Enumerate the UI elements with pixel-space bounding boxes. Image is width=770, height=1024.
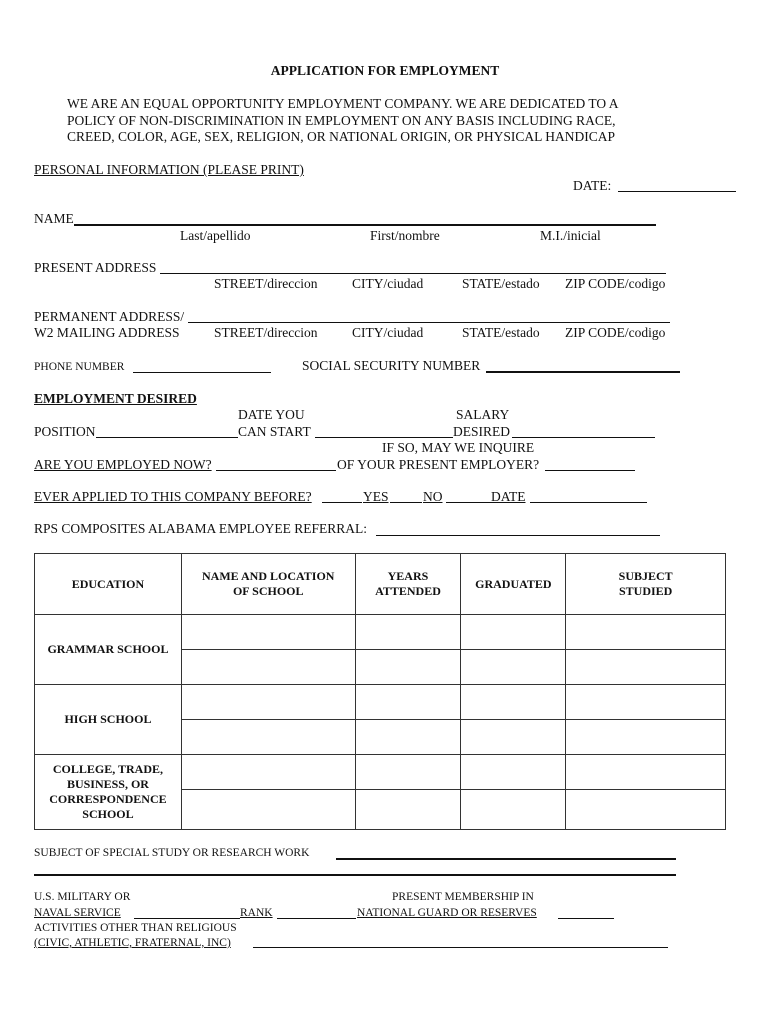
desired-label: DESIRED [453, 424, 510, 439]
table-cell[interactable] [355, 615, 461, 650]
position-label: POSITION [34, 424, 96, 439]
applied-before-label: EVER APPLIED TO THIS COMPANY BEFORE? [34, 489, 312, 504]
name-last-sublabel: Last/apellido [180, 228, 251, 243]
subject-studied-header: SUBJECT STUDIED [566, 554, 726, 615]
state-sublabel: STATE/estado [462, 276, 540, 291]
education-header: EDUCATION [35, 554, 182, 615]
position-field[interactable] [96, 437, 238, 438]
education-header-row [35, 554, 726, 615]
ssn-field[interactable] [486, 371, 680, 373]
activities-field[interactable] [253, 947, 668, 948]
table-row [35, 615, 726, 650]
start-date-field[interactable] [315, 437, 453, 438]
referral-label: RPS COMPOSITES ALABAMA EMPLOYEE REFERRAL: [34, 521, 368, 536]
activities-label-1: ACTIVITIES OTHER THAN RELIGIOUS [34, 922, 237, 934]
date-label: DATE: [573, 178, 612, 193]
years-attended-header: YEARS ATTENDED [355, 554, 461, 615]
name-mi-sublabel: M.I./inicial [540, 228, 601, 243]
no-label: NO [423, 489, 443, 504]
employed-now-label: ARE YOU EMPLOYED NOW? [34, 457, 212, 472]
table-row [35, 755, 726, 790]
military-field[interactable] [134, 918, 240, 919]
zip-sublabel: ZIP CODE/codigo [565, 276, 666, 291]
ssn-label: SOCIAL SECURITY NUMBER [302, 358, 481, 373]
present-employer-label: OF YOUR PRESENT EMPLOYER? [337, 457, 540, 472]
city-sublabel: CITY/ciudad [352, 276, 424, 291]
applied-date-label: DATE [491, 489, 526, 504]
employment-desired-heading: EMPLOYMENT DESIRED [34, 391, 197, 406]
table-cell[interactable] [355, 755, 461, 790]
personal-info-heading: PERSONAL INFORMATION (PLEASE PRINT) [34, 162, 304, 177]
membership-field[interactable] [558, 918, 614, 919]
special-study-field[interactable] [336, 858, 676, 860]
graduated-header: GRADUATED [461, 554, 566, 615]
name-first-sublabel: First/nombre [370, 228, 440, 243]
membership-label-2: NATIONAL GUARD OR RESERVES [357, 907, 537, 919]
table-cell[interactable] [461, 720, 566, 755]
table-cell[interactable] [566, 755, 726, 790]
special-study-label: SUBJECT OF SPECIAL STUDY OR RESEARCH WORK [34, 847, 310, 859]
gap-line [446, 502, 491, 503]
table-cell[interactable] [566, 650, 726, 685]
street-sublabel-2: STREET/direccion [214, 325, 318, 340]
applied-date-field[interactable] [530, 502, 647, 503]
table-cell[interactable] [181, 650, 355, 685]
yes-label: YES [363, 489, 389, 504]
table-cell[interactable] [181, 685, 355, 720]
no-field[interactable] [390, 502, 422, 503]
can-start-label: CAN START [238, 424, 311, 439]
table-cell[interactable] [355, 720, 461, 755]
date-field[interactable] [618, 191, 736, 192]
table-cell[interactable] [355, 650, 461, 685]
table-cell[interactable] [181, 615, 355, 650]
present-address-field[interactable] [160, 273, 666, 274]
state-sublabel-2: STATE/estado [462, 325, 540, 340]
table-cell[interactable] [566, 720, 726, 755]
phone-label: PHONE NUMBER [34, 361, 125, 373]
table-cell[interactable] [181, 720, 355, 755]
w2-mailing-label: W2 MAILING ADDRESS [34, 325, 180, 340]
referral-field[interactable] [376, 535, 660, 536]
table-cell[interactable] [566, 790, 726, 830]
present-address-label: PRESENT ADDRESS [34, 260, 157, 275]
college-label: COLLEGE, TRADE, BUSINESS, OR CORRESPONDENCE SCHOOL [35, 755, 182, 830]
street-sublabel: STREET/direccion [214, 276, 318, 291]
date-you-label: DATE YOU [238, 407, 305, 422]
table-cell[interactable] [461, 790, 566, 830]
table-cell[interactable] [355, 685, 461, 720]
table-cell[interactable] [181, 755, 355, 790]
table-cell[interactable] [566, 685, 726, 720]
high-school-label: HIGH SCHOOL [35, 685, 182, 755]
rank-field[interactable] [277, 918, 356, 919]
city-sublabel-2: CITY/ciudad [352, 325, 424, 340]
special-study-field-2[interactable] [34, 874, 676, 876]
table-cell[interactable] [461, 755, 566, 790]
phone-field[interactable] [133, 372, 271, 373]
name-field[interactable] [74, 224, 656, 226]
zip-sublabel-2: ZIP CODE/codigo [565, 325, 666, 340]
permanent-address-label: PERMANENT ADDRESS/ [34, 309, 185, 324]
page-title: APPLICATION FOR EMPLOYMENT [270, 63, 500, 78]
military-label-1: U.S. MILITARY OR [34, 891, 131, 903]
employed-now-field[interactable] [216, 470, 336, 471]
membership-label-1: PRESENT MEMBERSHIP IN [392, 891, 534, 903]
military-label-2: NAVAL SERVICE [34, 907, 121, 919]
education-table [34, 553, 726, 830]
permanent-address-field[interactable] [188, 322, 670, 323]
yes-field[interactable] [322, 502, 362, 503]
table-cell[interactable] [461, 615, 566, 650]
table-cell[interactable] [461, 685, 566, 720]
salary-label: SALARY [456, 407, 510, 422]
salary-field[interactable] [512, 437, 655, 438]
school-name-header: NAME AND LOCATION OF SCHOOL [181, 554, 355, 615]
if-so-label: IF SO, MAY WE INQUIRE [382, 440, 535, 455]
grammar-school-label: GRAMMAR SCHOOL [35, 615, 182, 685]
policy-line-3: CREED, COLOR, AGE, SEX, RELIGION, OR NATIONAL ORIGIN, OR PHYSICAL HANDICAP [67, 129, 615, 144]
activities-label-2: (CIVIC, ATHLETIC, FRATERNAL, INC) [34, 937, 231, 949]
name-label: NAME [34, 211, 74, 226]
table-cell[interactable] [181, 790, 355, 830]
table-row [35, 685, 726, 720]
rank-label: RANK [240, 907, 273, 919]
policy-line-2: POLICY OF NON-DISCRIMINATION IN EMPLOYMENT ON ANY BASIS INCLUDING RACE, [67, 113, 616, 128]
table-cell[interactable] [355, 790, 461, 830]
inquire-field[interactable] [545, 470, 635, 471]
table-cell[interactable] [461, 650, 566, 685]
table-cell[interactable] [566, 615, 726, 650]
policy-line-1: WE ARE AN EQUAL OPPORTUNITY EMPLOYMENT COMPANY. WE ARE DEDICATED TO A [67, 96, 619, 111]
